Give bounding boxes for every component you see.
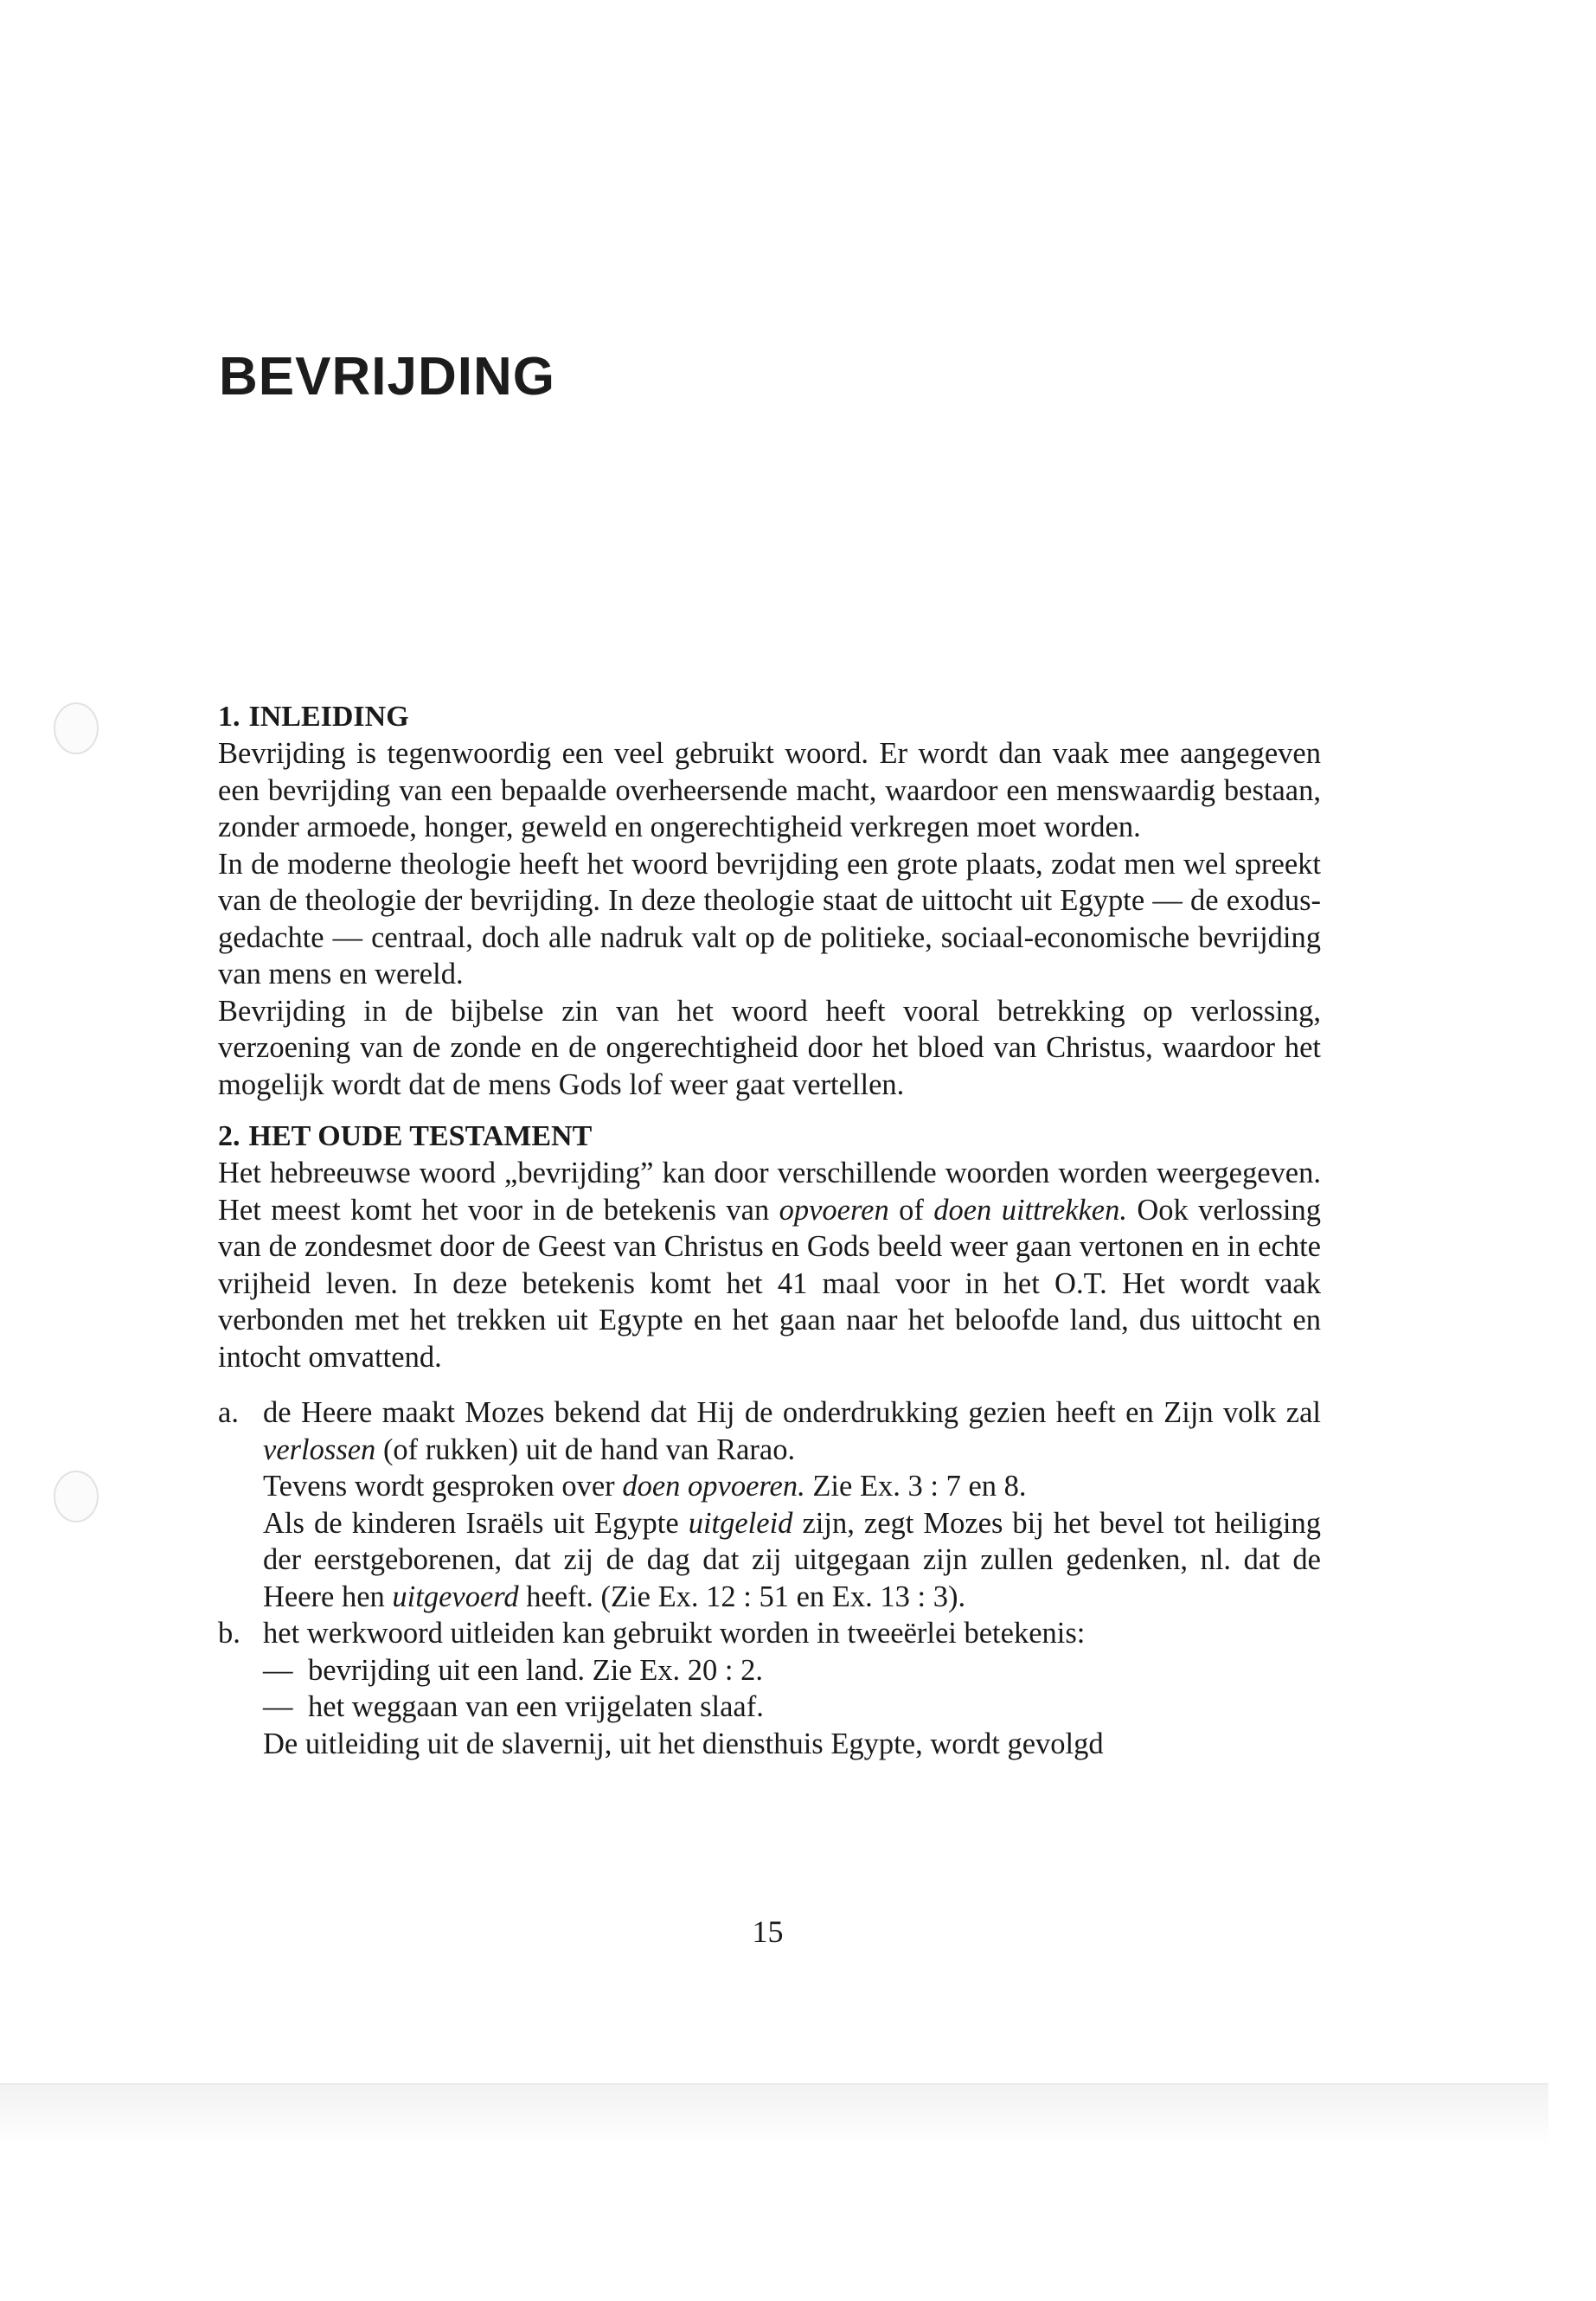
lettered-list [218, 1394, 1321, 1762]
list-paragraph [263, 1394, 1321, 1468]
paragraph [218, 1155, 1321, 1375]
dash-item [263, 1689, 1321, 1726]
page-number: 15 [752, 1914, 784, 1949]
list-paragraph [263, 1468, 1321, 1505]
paragraph: Bevrijding is tegenwoordig een veel gebruikt woord. Er wordt dan vaak mee aangegeven een bevrijding van een bepaalde overheersende macht, waardoor een menswaardig bestaan, zonder armoede, honger, geweld en ongerechtigheid verkregen moet worden. [218, 737, 1321, 843]
list-marker: b. [218, 1617, 240, 1650]
italic-term: doen opvoeren. [622, 1470, 805, 1503]
dash-item-text: bevrijding uit een land. Zie Ex. 20 : 2. [308, 1653, 764, 1687]
section-heading-oude-testament [218, 1118, 1321, 1155]
text-run: zijn, zegt Mozes bij het bevel tot heiliging der eerstgeborenen, dat zij de dag dat zij uitgegaan zijn zullen gedenken, nl. dat de Heere hen [263, 1506, 1321, 1613]
dash-marker: — [263, 1653, 293, 1687]
italic-term: uitgeleid [688, 1506, 793, 1540]
paragraph: Bevrijding in de bijbelse zin van het woord heeft vooral betrekking op verlossing, verzoening van de zonde en de ongerechtigheid door het bloed van Christus, waardoor het mogelijk wordt dat de mens Gods lof weer gaat vertellen. [218, 994, 1321, 1101]
text-run: de Heere maakt Mozes bekend dat Hij de onderdrukking gezien heeft en Zijn volk zal [263, 1396, 1321, 1429]
scan-edge-shadow [0, 2083, 1548, 2145]
dash-item-text: het weggaan van een vrijgelaten slaaf. [308, 1690, 764, 1723]
list-paragraph [263, 1505, 1321, 1616]
section-title: INLEIDING [248, 701, 409, 733]
text-run: of [888, 1193, 934, 1227]
dash-marker: — [263, 1690, 293, 1723]
list-marker: a. [218, 1396, 239, 1429]
page-title: BEVRIJDING [219, 347, 555, 407]
text-run: Als de kinderen Israëls uit Egypte [263, 1506, 689, 1540]
punch-hole-top [54, 702, 99, 754]
text-run: Tevens wordt gesproken over [263, 1470, 623, 1503]
italic-term: doen uittrekken. [933, 1193, 1127, 1227]
list-item-body [263, 1394, 1321, 1615]
text-run: (of rukken) uit de hand van Rarao. [375, 1433, 796, 1466]
paragraph: In de moderne theologie heeft het woord bevrijding een grote plaats, zodat men wel spreekt van de theologie der bevrijding. In deze theologie staat de uittocht uit Egypte — de exodus-gedachte — centraal, doch alle nadruk valt op de politieke, sociaal-economische bevrijding van mens en wereld. [218, 847, 1321, 990]
punch-hole-bottom [54, 1471, 99, 1522]
italic-term: opvoeren [779, 1193, 889, 1227]
list-item-body [263, 1615, 1321, 1762]
text-run: Ook verlossing van de zondesmet door de Geest van Christus en Gods beeld weer gaan vertonen en in echte vrijheid leven. In deze betekenis komt het 41 maal voor in het O.T. Het wordt vaak verbonden met het trekken uit Egypte en het gaan naar het beloofde land, dus uittocht en intocht omvattend. [218, 1193, 1321, 1374]
text-run: heeft. (Zie Ex. 12 : 51 en Ex. 13 : 3). [518, 1580, 966, 1613]
list-item-a [218, 1394, 1321, 1615]
list-paragraph: De uitleiding uit de slavernij, uit het diensthuis Egypte, wordt gevolgd [263, 1727, 1104, 1760]
text-run: Het hebreeuwse woord „bevrijding” kan door verschillende woorden worden weergegeven. Het meest komt het voor in de betekenis van [218, 1157, 1321, 1227]
italic-term: verlossen [263, 1433, 376, 1466]
section-number: 2. [218, 1120, 240, 1152]
italic-term: uitgevoerd [392, 1580, 519, 1613]
dash-item [263, 1652, 1321, 1689]
list-item-b [218, 1615, 1321, 1762]
list-paragraph: het werkwoord uitleiden kan gebruikt worden in tweeërlei betekenis: [263, 1617, 1086, 1650]
section-heading-inleiding [218, 699, 1321, 735]
text-run: Zie Ex. 3 : 7 en 8. [804, 1470, 1027, 1503]
section-number: 1. [218, 701, 240, 733]
page-body [218, 699, 1321, 1762]
section-title: HET OUDE TESTAMENT [248, 1120, 593, 1152]
